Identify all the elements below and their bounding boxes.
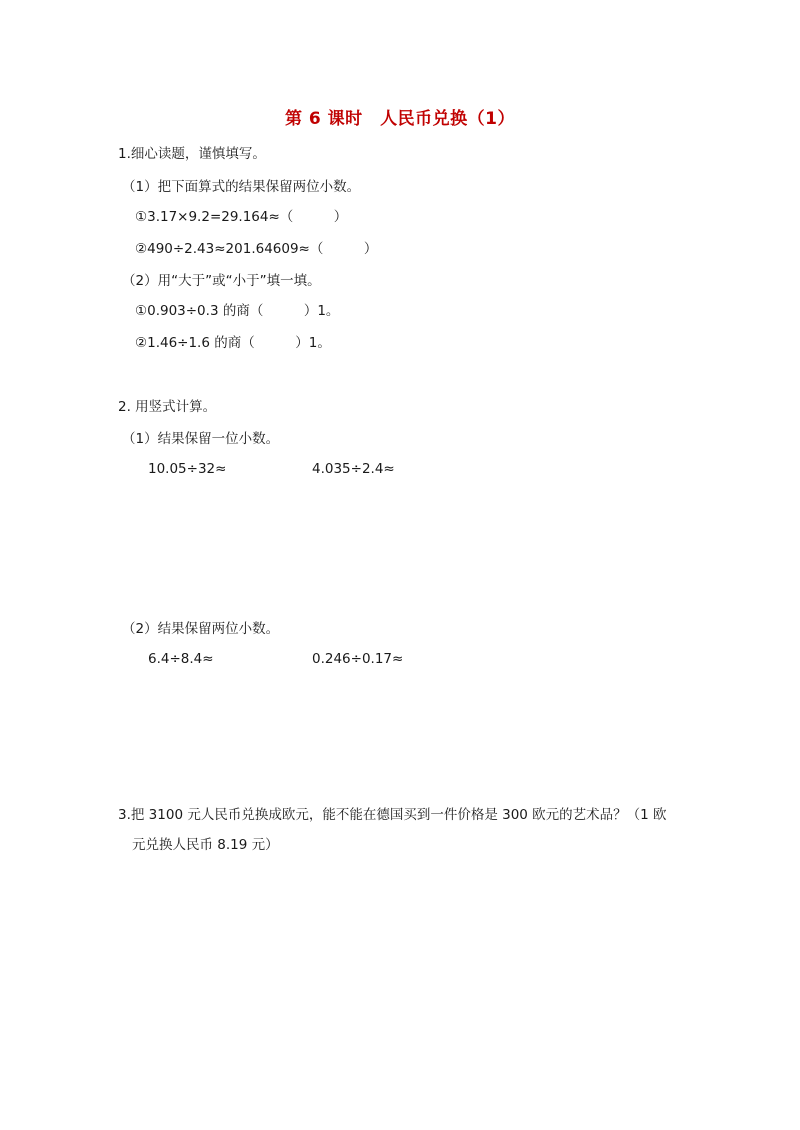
q3-text-line2: 元兑换人民币 8.19 元） bbox=[132, 837, 279, 853]
q1-sub2: （2）用“大于”或“小于”填一填。 bbox=[122, 273, 321, 289]
q1-sub1-item-b: ②490÷2.43≈201.64609≈（ ） bbox=[135, 241, 378, 257]
q1-heading: 1.细心读题，谨慎填写。 bbox=[118, 146, 266, 162]
q2-sub2-problem-a: 6.4÷8.4≈ bbox=[148, 651, 214, 667]
q1-sub2-item-b: ②1.46÷1.6 的商（ ）1。 bbox=[135, 335, 331, 351]
q1-sub1: （1）把下面算式的结果保留两位小数。 bbox=[122, 179, 361, 195]
q2-sub1-problem-a: 10.05÷32≈ bbox=[148, 461, 227, 477]
q3-text-line1: 3.把 3100 元人民币兑换成欧元，能不能在德国买到一件价格是 300 欧元的艺术品？（1 欧 bbox=[118, 807, 667, 823]
q2-heading: 2. 用竖式计算。 bbox=[118, 399, 217, 415]
q1-sub1-item-a: ①3.17×9.2=29.164≈（ ） bbox=[135, 209, 348, 225]
q2-sub1: （1）结果保留一位小数。 bbox=[122, 431, 280, 447]
q2-sub1-problem-b: 4.035÷2.4≈ bbox=[312, 461, 395, 477]
q1-sub2-item-a: ①0.903÷0.3 的商（ ）1。 bbox=[135, 303, 340, 319]
page-title: 第 6 课时 人民币兑换（1） bbox=[285, 109, 515, 129]
q2-sub2-problem-b: 0.246÷0.17≈ bbox=[312, 651, 404, 667]
q2-sub2: （2）结果保留两位小数。 bbox=[122, 621, 280, 637]
